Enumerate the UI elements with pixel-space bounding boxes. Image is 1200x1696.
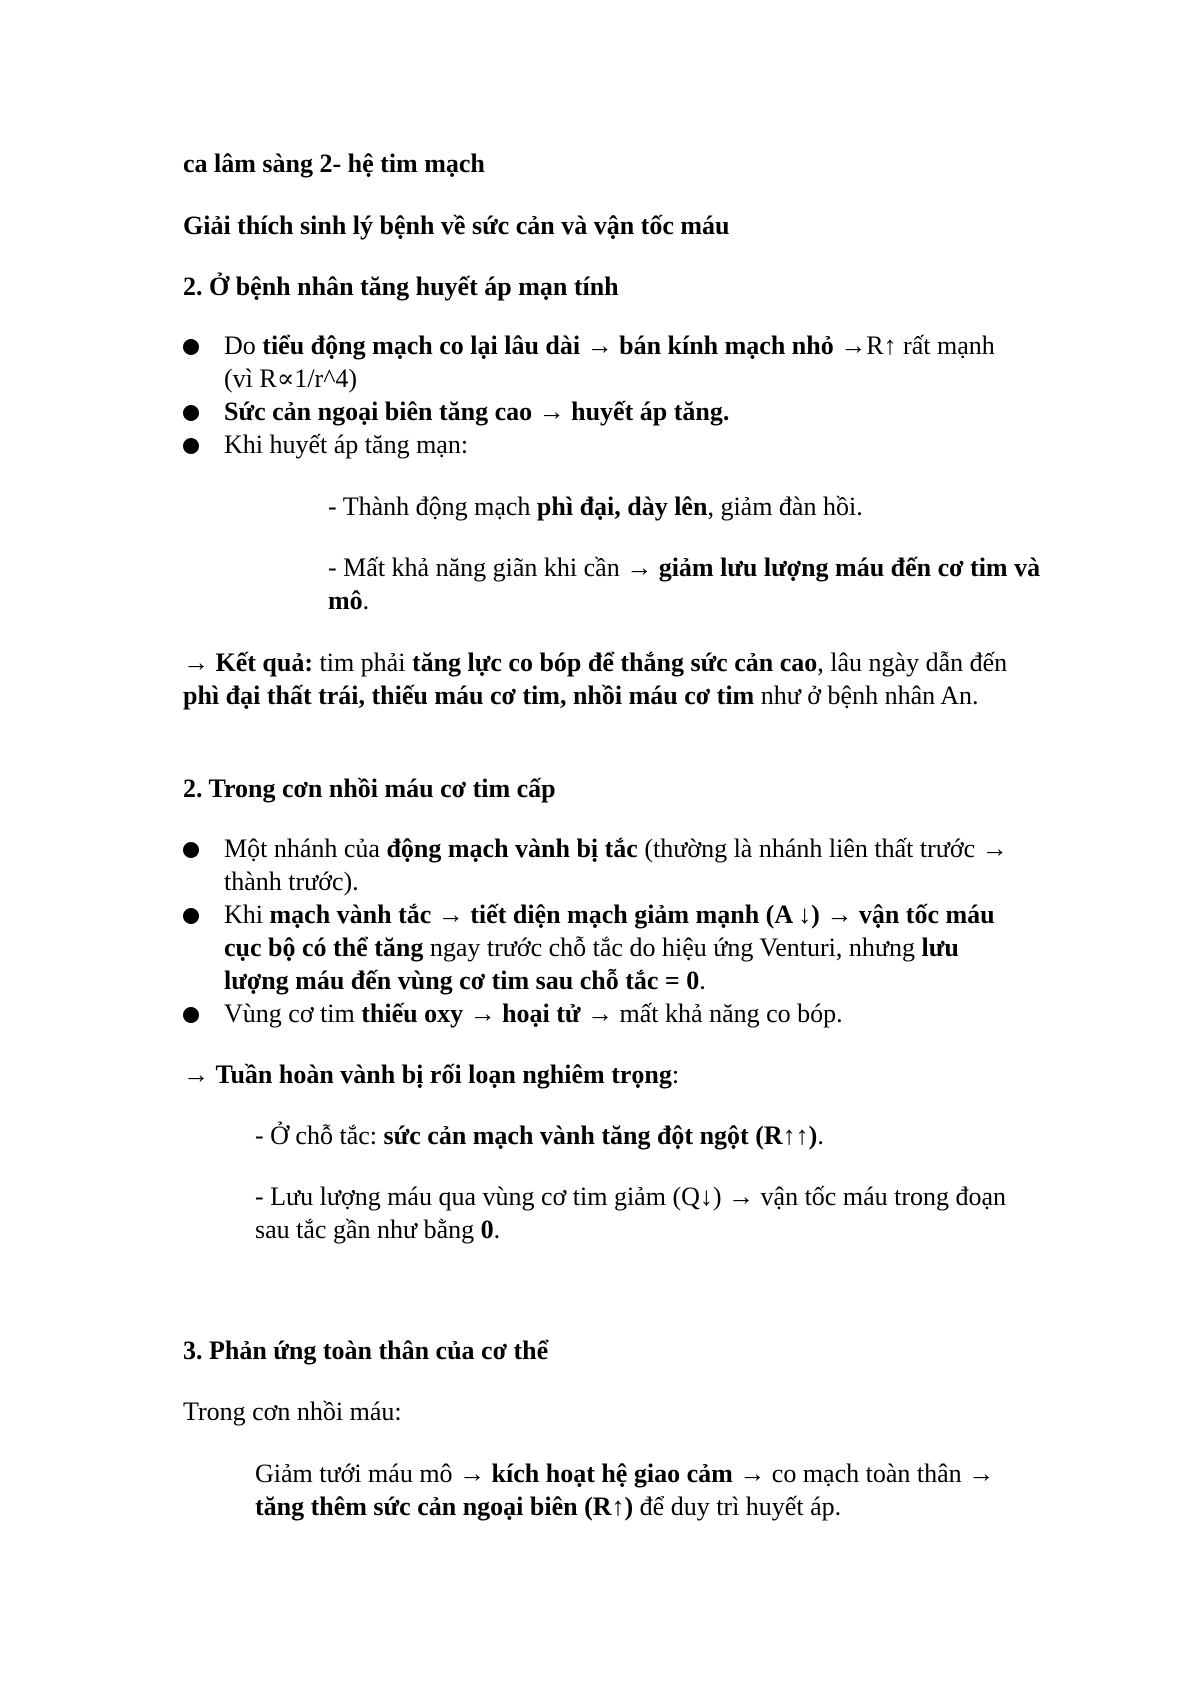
list-item-text (224, 832, 1024, 898)
text-run: → (183, 1060, 216, 1089)
text-run: . (493, 1215, 501, 1244)
text-run: → co mạch toàn thân → (732, 1459, 995, 1488)
text-run: tim phải (313, 648, 412, 677)
text-run: → (819, 900, 859, 929)
section-heading-hypertension: 2. Ở bệnh nhân tăng huyết áp mạn tính (183, 272, 619, 301)
bold-text: vận tốc máu cục bộ có thể tăng (224, 900, 995, 962)
text-run: - Thành động mạch (328, 492, 537, 521)
list-item-text (224, 997, 1024, 1030)
text-run: , giảm đàn hồi. (707, 492, 863, 521)
section-heading-systemic-response: 3. Phản ứng toàn thân của cơ thể (183, 1336, 549, 1365)
bold-text: Tuần hoàn vành bị rối loạn nghiêm trọng (215, 1060, 672, 1089)
text-run: : (671, 1060, 680, 1089)
text-run: → (532, 397, 572, 426)
document-title: ca lâm sàng 2- hệ tim mạch (183, 149, 485, 178)
text-run: Khi (224, 900, 270, 929)
text-run: Giảm tưới máu mô → (255, 1459, 492, 1488)
list-item (183, 997, 1043, 1030)
document-subtitle: Giải thích sinh lý bệnh về sức cản và vận tốc máu (183, 211, 730, 240)
text-run: . (699, 966, 706, 995)
bold-text: tăng lực co bóp để thắng sức cản cao (411, 648, 818, 677)
text-run: như ở bệnh nhân An. (754, 681, 979, 710)
bullet-icon (183, 908, 199, 924)
bold-text: sức cản mạch vành tăng đột ngột (R↑↑) (383, 1121, 818, 1150)
result-paragraph (183, 646, 1043, 712)
bold-text: lưu lượng máu đến vùng cơ tim sau chỗ tắc = 0 (224, 933, 959, 995)
bullet-icon (183, 842, 199, 858)
text-run: (thường là nhánh liên thất trước → thành trước). (224, 834, 1008, 896)
text-run: → (580, 331, 620, 360)
list-item-text (224, 329, 1024, 395)
bold-text: tiểu động mạch co lại lâu dài (262, 331, 581, 360)
text-run: → mất khả năng co bóp. (580, 999, 843, 1028)
bullet-icon (183, 438, 199, 454)
list-item-text (224, 395, 1024, 428)
text-run: Do (224, 331, 263, 360)
bold-text: Kết quả: (215, 648, 313, 677)
bold-text: mạch vành tắc → tiết diện mạch giảm mạnh (A ↓) (269, 900, 820, 929)
list-item (183, 329, 1043, 395)
text-run: - Lưu lượng máu qua vùng cơ tim giảm (Q↓) → vận tốc máu trong đoạn sau tắc gần như bằng (255, 1182, 1007, 1244)
text-run: →R↑ rất mạnh (vì R∝1/r^4) (224, 331, 995, 393)
bullet-icon (183, 339, 199, 355)
list-item (183, 428, 1043, 461)
indented-paragraph (255, 1180, 1045, 1246)
indented-paragraph (255, 1457, 1045, 1523)
bold-text: 0 (480, 1215, 494, 1244)
text-run: - Mất khả năng giãn khi cần → (328, 553, 659, 582)
text-run: - Ở chỗ tắc: (255, 1121, 384, 1150)
bold-text: bán kính mạch nhỏ (619, 331, 834, 360)
bullet-icon (183, 1007, 199, 1023)
bold-text: phì đại thất trái, thiếu máu cơ tim, nhồi máu cơ tim (183, 681, 755, 710)
bold-text: tăng thêm sức cản ngoại biên (R↑) (255, 1492, 634, 1521)
bold-text: thiếu oxy → hoại tử (361, 999, 581, 1028)
list-item (183, 898, 1043, 997)
bold-text: động mạch vành bị tắc (386, 834, 638, 863)
text-run: để duy trì huyết áp. (633, 1492, 842, 1521)
indented-paragraph (255, 1119, 1045, 1152)
indented-paragraph (328, 551, 1048, 617)
bullet-icon (183, 405, 199, 421)
list-item (183, 395, 1043, 428)
bold-text: Sức cản ngoại biên tăng cao (224, 397, 533, 426)
bold-text: kích hoạt hệ giao cảm (491, 1459, 733, 1488)
bold-text: giảm lưu lượng máu đến cơ tim và mô (328, 553, 1041, 615)
text-run: → (183, 648, 216, 677)
list-item-text (224, 898, 1024, 997)
text-run: ngay trước chỗ tắc do hiệu ứng Venturi, nhưng (423, 933, 922, 962)
text-run: Vùng cơ tim (224, 999, 362, 1028)
list-item (183, 832, 1043, 898)
section-heading-infarction: 2. Trong cơn nhồi máu cơ tim cấp (183, 774, 556, 803)
result-paragraph (183, 1058, 1043, 1091)
text-run: . (362, 586, 370, 615)
section-intro: Trong cơn nhồi máu: (183, 1397, 402, 1426)
bold-text: huyết áp tăng. (571, 397, 730, 426)
text-run: . (817, 1121, 824, 1150)
indented-paragraph (328, 490, 1048, 523)
list-item-text: Khi huyết áp tăng mạn: (224, 430, 469, 459)
text-run: Một nhánh của (224, 834, 387, 863)
text-run: , lâu ngày dẫn đến (817, 648, 1008, 677)
bold-text: phì đại, dày lên (536, 492, 708, 521)
